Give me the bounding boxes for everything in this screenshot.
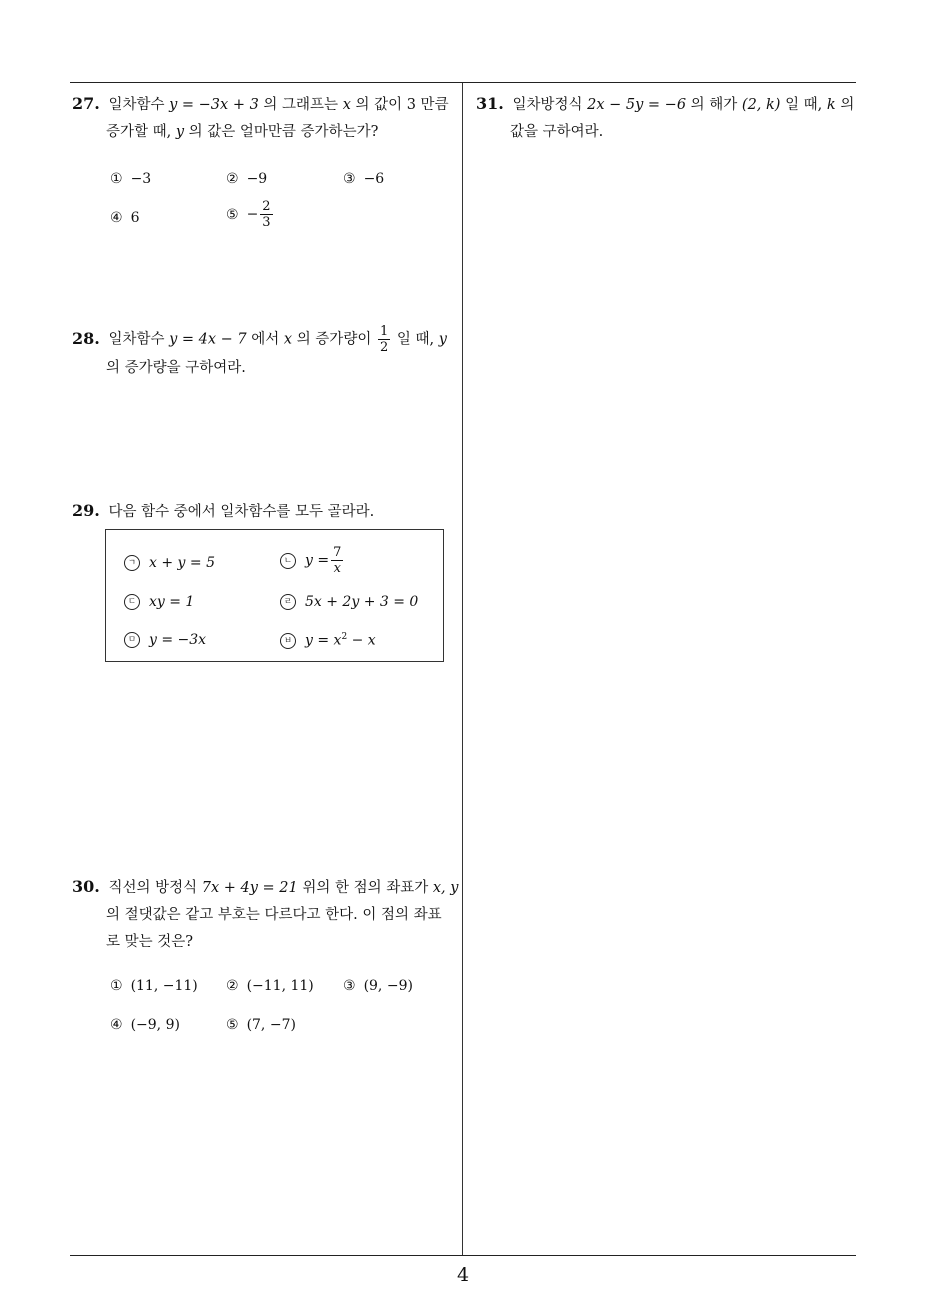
question-number: 30. [72, 877, 100, 896]
equation: 7x + 4y = 21 [201, 880, 298, 896]
circled-mark: ㄱ [124, 555, 140, 571]
q27-choice-2[interactable]: ② −9 [226, 171, 268, 187]
q29-item-5[interactable]: ㅁ y = −3x [124, 632, 206, 648]
fraction: $\frac{1}{2}$ [379, 324, 389, 355]
q30-choice-2[interactable]: ② (−11, 11) [226, 978, 314, 994]
circled-mark: ㄷ [124, 594, 140, 610]
question-number: 31. [476, 94, 504, 113]
fraction: $\frac{2}{3}$ [262, 199, 271, 230]
q27-choice-1[interactable]: ① −3 [110, 171, 152, 187]
q29-item-6[interactable]: ㅂ $y = x^2 - x$ [280, 632, 376, 649]
equation: y = −3x + 3 [169, 97, 259, 113]
question-27: 27. 일차함수 y = −3x + 3 의 그래프는 x 의 값이 3 만큼 증가할 때, y 의 값은 얼마만큼 증가하는가? [72, 94, 449, 140]
equation: y = 4x − 7 [169, 331, 247, 348]
q30-choice-1[interactable]: ① (11, −11) [110, 978, 198, 994]
question-30: 30. 직선의 방정식 7x + 4y = 21 위의 한 점의 좌표가 x, y 의 절댓값은 같고 부호는 다르다고 한다. 이 점의 좌표 로 맞는 것은? [72, 877, 459, 950]
q30-choice-5[interactable]: ⑤ (7, −7) [226, 1017, 296, 1033]
top-rule [70, 82, 856, 83]
circled-mark: ㅁ [124, 632, 140, 648]
circled-mark: ㄴ [280, 553, 296, 569]
q27-choice-4[interactable]: ④ 6 [110, 210, 140, 226]
q30-choice-4[interactable]: ④ (−9, 9) [110, 1017, 180, 1033]
question-31: 31. 일차방정식 2x − 5y = −6 의 해가 (2, k) 일 때, k 의 값을 구하여라. [476, 94, 855, 140]
q29-item-4[interactable]: ㄹ 5x + 2y + 3 = 0 [280, 594, 418, 610]
q29-item-1[interactable]: ㄱ x + y = 5 [124, 555, 215, 571]
q27-choice-5[interactable]: ⑤ − $\frac{2}{3}$ [226, 199, 271, 230]
question-29: 29. 다음 함수 중에서 일차함수를 모두 골라라. [72, 501, 375, 520]
question-number: 29. [72, 501, 100, 520]
bottom-rule [70, 1255, 856, 1256]
q29-item-2[interactable]: ㄴ y = $\frac{7}{x}$ [280, 545, 345, 576]
question-number: 28. [72, 328, 100, 348]
q27-choice-3[interactable]: ③ −6 [343, 171, 385, 187]
column-divider [462, 83, 463, 1255]
circled-mark: ㅂ [280, 633, 296, 649]
q29-item-3[interactable]: ㄷ xy = 1 [124, 594, 194, 610]
question-number: 27. [72, 94, 100, 113]
circled-mark: ㄹ [280, 594, 296, 610]
question-28: 28. 일차함수 y = 4x − 7 에서 x 의 증가량이 $\frac{1}{2}$ 일 때, y 의 증가량을 구하여라. [72, 324, 447, 376]
fraction: $\frac{7}{x}$ [333, 545, 342, 576]
page-number: 4 [456, 1264, 470, 1286]
q30-choice-3[interactable]: ③ (9, −9) [343, 978, 413, 994]
options-box [105, 529, 444, 662]
equation: 2x − 5y = −6 [587, 97, 687, 113]
